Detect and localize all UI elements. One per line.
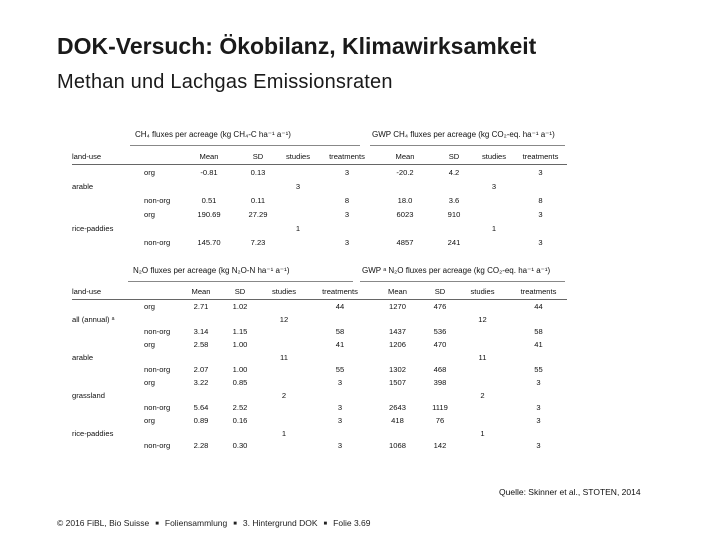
column-header: land-use	[72, 151, 102, 161]
cell-sd: 1.00	[232, 339, 248, 349]
cell-gwp-mean	[376, 179, 434, 193]
cell-group: org	[144, 167, 155, 177]
cell-sd: 7.23	[250, 237, 266, 247]
ch4-gwp-caption: GWP CH₄ fluxes per acreage (kg CO₂-eq. ha⁻¹ a⁻¹)	[372, 130, 555, 139]
cell-gwp-treatments	[510, 313, 567, 326]
cell-mean: 0.89	[193, 416, 209, 426]
cell-gwp-mean: 6023	[396, 209, 414, 219]
cell-mean	[180, 179, 238, 193]
table-header-row	[72, 148, 567, 165]
column-header	[140, 283, 180, 300]
cell-sd: 0.16	[232, 416, 248, 426]
cell-studies	[258, 325, 310, 338]
cell-gwp-studies	[455, 300, 510, 313]
table-row	[72, 440, 567, 453]
cell-gwp-sd	[425, 427, 455, 440]
cell-treatments	[310, 389, 370, 402]
ch4-gwp-header-rule	[370, 145, 565, 146]
cell-gwp-sd	[434, 221, 474, 235]
ch4-caption: CH₄ fluxes per acreage (kg CH₄-C ha⁻¹ a⁻¹)	[135, 130, 291, 139]
table-row	[72, 414, 567, 427]
column-header: SD	[234, 286, 246, 296]
cell-gwp-studies	[474, 207, 514, 221]
footer-separator: ■	[233, 520, 237, 527]
cell-mean: 2.28	[193, 441, 209, 451]
column-header: Mean	[199, 151, 219, 161]
cell-land-use	[72, 207, 140, 221]
cell-group: org	[144, 339, 155, 349]
cell-gwp-treatments: 3	[536, 403, 541, 413]
cell-gwp-sd: 398	[433, 377, 447, 387]
cell-studies	[258, 402, 310, 415]
cell-treatments: 3	[344, 167, 350, 177]
cell-mean: 3.14	[193, 327, 209, 337]
cell-mean: 0.51	[201, 195, 217, 205]
column-header	[140, 148, 180, 165]
cell-gwp-sd: 76	[435, 416, 445, 426]
cell-gwp-sd: 536	[433, 327, 447, 337]
cell-studies	[258, 338, 310, 351]
cell-gwp-studies	[455, 325, 510, 338]
slide-title: DOK-Versuch: Ökobilanz, Klimawirksamkeit	[57, 33, 537, 59]
cell-sd	[238, 179, 278, 193]
cell-mean: 145.70	[197, 237, 221, 247]
cell-gwp-studies	[474, 235, 514, 249]
cell-treatments	[310, 351, 370, 364]
column-header: treatments	[329, 151, 365, 161]
column-header: land-use	[72, 286, 102, 296]
cell-treatments: 3	[344, 237, 350, 247]
cell-treatments	[310, 427, 370, 440]
table-row	[72, 193, 567, 207]
cell-treatments: 41	[335, 339, 345, 349]
cell-gwp-studies	[455, 376, 510, 389]
cell-gwp-mean: 18.0	[397, 195, 413, 205]
cell-land-use	[72, 338, 140, 351]
cell-gwp-sd: 468	[433, 365, 447, 375]
cell-group: non-org	[144, 327, 171, 337]
cell-treatments: 58	[335, 327, 345, 337]
column-header: Mean	[191, 286, 211, 296]
cell-studies: 12	[279, 314, 289, 324]
cell-land-use: rice-paddies	[72, 223, 114, 233]
table-row	[72, 313, 567, 326]
table-row	[72, 338, 567, 351]
column-header: SD	[448, 151, 460, 161]
column-header: Mean	[388, 286, 407, 296]
cell-group	[140, 351, 180, 364]
cell-gwp-treatments: 3	[536, 441, 541, 451]
cell-gwp-studies	[455, 414, 510, 427]
cell-group	[140, 221, 180, 235]
cell-group	[140, 427, 180, 440]
cell-land-use	[72, 235, 140, 249]
cell-sd: 0.13	[250, 167, 266, 177]
column-header: treatments	[322, 286, 358, 296]
cell-gwp-treatments: 44	[534, 301, 543, 311]
cell-gwp-studies: 12	[478, 314, 487, 324]
cell-gwp-sd	[425, 313, 455, 326]
cell-treatments: 8	[344, 195, 350, 205]
cell-gwp-treatments: 41	[534, 339, 543, 349]
cell-gwp-studies: 2	[480, 390, 485, 400]
footer-copyright: © 2016 FiBL, Bio Suisse	[57, 518, 150, 528]
cell-mean: 190.69	[197, 209, 221, 219]
cell-gwp-sd	[425, 351, 455, 364]
cell-sd	[222, 389, 258, 402]
table-row	[72, 325, 567, 338]
cell-sd	[222, 351, 258, 364]
cell-sd	[222, 427, 258, 440]
cell-gwp-sd: 1119	[432, 403, 448, 413]
cell-sd: 0.30	[232, 441, 248, 451]
cell-group	[140, 313, 180, 326]
cell-group: non-org	[144, 441, 171, 451]
cell-group	[140, 389, 180, 402]
cell-gwp-mean	[370, 427, 425, 440]
cell-studies	[278, 207, 318, 221]
column-header: treatments	[522, 151, 559, 161]
cell-studies	[258, 376, 310, 389]
cell-gwp-mean: 1507	[389, 377, 406, 387]
cell-gwp-studies: 1	[480, 428, 485, 438]
table-row	[72, 207, 567, 221]
cell-gwp-mean: 1270	[389, 301, 406, 311]
cell-gwp-studies: 3	[491, 181, 497, 191]
cell-gwp-treatments: 3	[536, 416, 541, 426]
cell-group: org	[144, 377, 155, 387]
cell-gwp-treatments	[510, 389, 567, 402]
cell-gwp-studies	[474, 165, 514, 180]
cell-sd: 0.11	[250, 195, 266, 205]
column-header: studies	[271, 286, 297, 296]
cell-gwp-treatments	[514, 221, 567, 235]
table-row	[72, 300, 567, 313]
cell-mean	[180, 351, 222, 364]
cell-land-use	[72, 402, 140, 415]
cell-gwp-treatments: 3	[538, 209, 543, 219]
cell-treatments: 3	[337, 441, 343, 451]
cell-gwp-studies	[455, 402, 510, 415]
cell-mean	[180, 389, 222, 402]
cell-treatments: 3	[344, 209, 350, 219]
cell-treatments: 3	[337, 377, 343, 387]
cell-studies	[258, 300, 310, 313]
cell-group: non-org	[144, 365, 171, 375]
cell-sd: 1.00	[232, 365, 248, 375]
cell-treatments: 55	[335, 365, 345, 375]
cell-gwp-mean: 4857	[396, 237, 414, 247]
cell-gwp-studies	[455, 363, 510, 376]
cell-treatments	[310, 313, 370, 326]
cell-sd: 1.02	[232, 301, 248, 311]
cell-gwp-treatments	[510, 351, 567, 364]
cell-gwp-sd: 910	[447, 209, 461, 219]
cell-studies	[278, 193, 318, 207]
column-header: studies	[285, 151, 311, 161]
cell-gwp-studies	[474, 193, 514, 207]
footer-collection: Foliensammlung	[164, 518, 228, 528]
cell-studies	[258, 363, 310, 376]
cell-treatments: 3	[337, 403, 343, 413]
cell-group: non-org	[144, 195, 171, 205]
cell-sd	[222, 313, 258, 326]
cell-studies: 2	[281, 390, 287, 400]
cell-land-use	[72, 165, 140, 180]
cell-land-use: arable	[72, 181, 94, 191]
slide-footer	[57, 518, 371, 528]
cell-gwp-studies	[455, 338, 510, 351]
cell-gwp-mean: -20.2	[396, 167, 414, 177]
table-row	[72, 221, 567, 235]
column-header: studies	[470, 286, 495, 296]
cell-land-use	[72, 376, 140, 389]
cell-land-use: rice-paddies	[72, 428, 114, 438]
cell-studies	[258, 440, 310, 453]
cell-gwp-sd	[425, 389, 455, 402]
cell-mean: 3.22	[193, 377, 209, 387]
cell-gwp-treatments: 55	[534, 365, 543, 375]
cell-gwp-sd: 3.6	[448, 195, 460, 205]
table-row	[72, 427, 567, 440]
table-row	[72, 389, 567, 402]
column-header: studies	[481, 151, 507, 161]
column-header: SD	[252, 151, 264, 161]
cell-mean: 2.58	[193, 339, 209, 349]
cell-mean	[180, 427, 222, 440]
cell-studies	[278, 235, 318, 249]
footer-slide-number: Folie 3.69	[333, 518, 371, 528]
cell-studies: 3	[295, 181, 301, 191]
cell-gwp-sd: 241	[447, 237, 461, 247]
cell-sd: 1.15	[232, 327, 248, 337]
cell-gwp-mean	[376, 221, 434, 235]
cell-gwp-mean: 2643	[389, 403, 406, 413]
cell-gwp-studies	[455, 440, 510, 453]
cell-gwp-mean	[370, 389, 425, 402]
table-row	[72, 235, 567, 249]
cell-group: non-org	[144, 237, 171, 247]
cell-mean: 2.71	[193, 301, 209, 311]
cell-sd: 0.85	[232, 377, 248, 387]
cell-land-use	[72, 414, 140, 427]
cell-studies	[278, 165, 318, 180]
cell-treatments: 44	[335, 301, 345, 311]
n2o-flux-table	[72, 283, 567, 452]
cell-mean: 5.64	[193, 403, 209, 413]
cell-sd	[238, 221, 278, 235]
cell-gwp-sd: 476	[433, 301, 447, 311]
table-row	[72, 376, 567, 389]
cell-gwp-mean: 1068	[389, 441, 406, 451]
cell-studies	[258, 414, 310, 427]
table-row	[72, 351, 567, 364]
cell-gwp-studies: 1	[491, 223, 497, 233]
cell-gwp-treatments	[510, 427, 567, 440]
cell-gwp-studies: 11	[478, 352, 487, 362]
table-row	[72, 179, 567, 193]
table-row	[72, 165, 567, 180]
n2o-header-rule	[128, 281, 353, 282]
cell-sd: 27.29	[248, 209, 268, 219]
cell-treatments	[318, 179, 376, 193]
cell-mean	[180, 221, 238, 235]
cell-land-use	[72, 325, 140, 338]
footer-chapter: 3. Hintergrund DOK	[242, 518, 318, 528]
table-header-row	[72, 283, 567, 300]
cell-land-use: arable	[72, 352, 94, 362]
footer-separator: ■	[323, 520, 328, 527]
cell-gwp-sd: 142	[433, 441, 447, 451]
ch4-flux-table	[72, 148, 567, 249]
cell-mean: 2.07	[193, 365, 209, 375]
cell-gwp-mean: 1437	[389, 327, 406, 337]
cell-gwp-mean	[370, 313, 425, 326]
cell-group	[140, 179, 180, 193]
cell-gwp-treatments: 8	[538, 195, 543, 205]
cell-gwp-treatments: 58	[534, 327, 543, 337]
cell-mean: -0.81	[200, 167, 218, 177]
cell-group: org	[144, 301, 155, 311]
n2o-caption: N₂O fluxes per acreage (kg N₂O-N ha⁻¹ a⁻¹)	[133, 266, 290, 275]
table-row	[72, 402, 567, 415]
column-header: treatments	[520, 286, 557, 296]
cell-gwp-mean: 1206	[389, 339, 406, 349]
cell-studies: 1	[281, 428, 287, 438]
cell-gwp-treatments: 3	[538, 167, 543, 177]
cell-land-use	[72, 193, 140, 207]
cell-gwp-treatments: 3	[536, 377, 541, 387]
cell-land-use: all (annual) ᵃ	[72, 314, 115, 324]
column-header: SD	[434, 286, 446, 296]
n2o-gwp-caption: GWP ᵃ N₂O fluxes per acreage (kg CO₂-eq. ha⁻¹ a⁻¹)	[362, 266, 551, 275]
cell-studies: 11	[280, 352, 288, 362]
cell-sd: 2.52	[232, 403, 248, 413]
cell-gwp-sd: 470	[433, 339, 447, 349]
cell-gwp-mean	[370, 351, 425, 364]
cell-land-use	[72, 440, 140, 453]
cell-gwp-sd: 4.2	[448, 167, 460, 177]
column-header: Mean	[395, 151, 415, 161]
cell-studies: 1	[295, 223, 301, 233]
cell-group: non-org	[144, 403, 171, 413]
cell-land-use	[72, 300, 140, 313]
n2o-gwp-header-rule	[360, 281, 565, 282]
cell-group: org	[144, 209, 155, 219]
slide-subtitle: Methan und Lachgas Emissionsraten	[57, 71, 393, 93]
cell-group: org	[144, 416, 155, 426]
cell-land-use	[72, 363, 140, 376]
cell-land-use: grassland	[72, 390, 105, 400]
cell-gwp-mean: 1302	[389, 365, 406, 375]
cell-gwp-mean: 418	[391, 416, 404, 426]
cell-treatments	[318, 221, 376, 235]
footer-separator: ■	[155, 520, 159, 527]
source-citation: Quelle: Skinner et al., STOTEN, 2014	[499, 487, 641, 497]
cell-gwp-sd	[434, 179, 474, 193]
cell-treatments: 3	[337, 416, 343, 426]
cell-gwp-treatments	[514, 179, 567, 193]
cell-gwp-treatments: 3	[538, 237, 543, 247]
table-row	[72, 363, 567, 376]
ch4-header-rule	[130, 145, 360, 146]
cell-mean	[180, 313, 222, 326]
